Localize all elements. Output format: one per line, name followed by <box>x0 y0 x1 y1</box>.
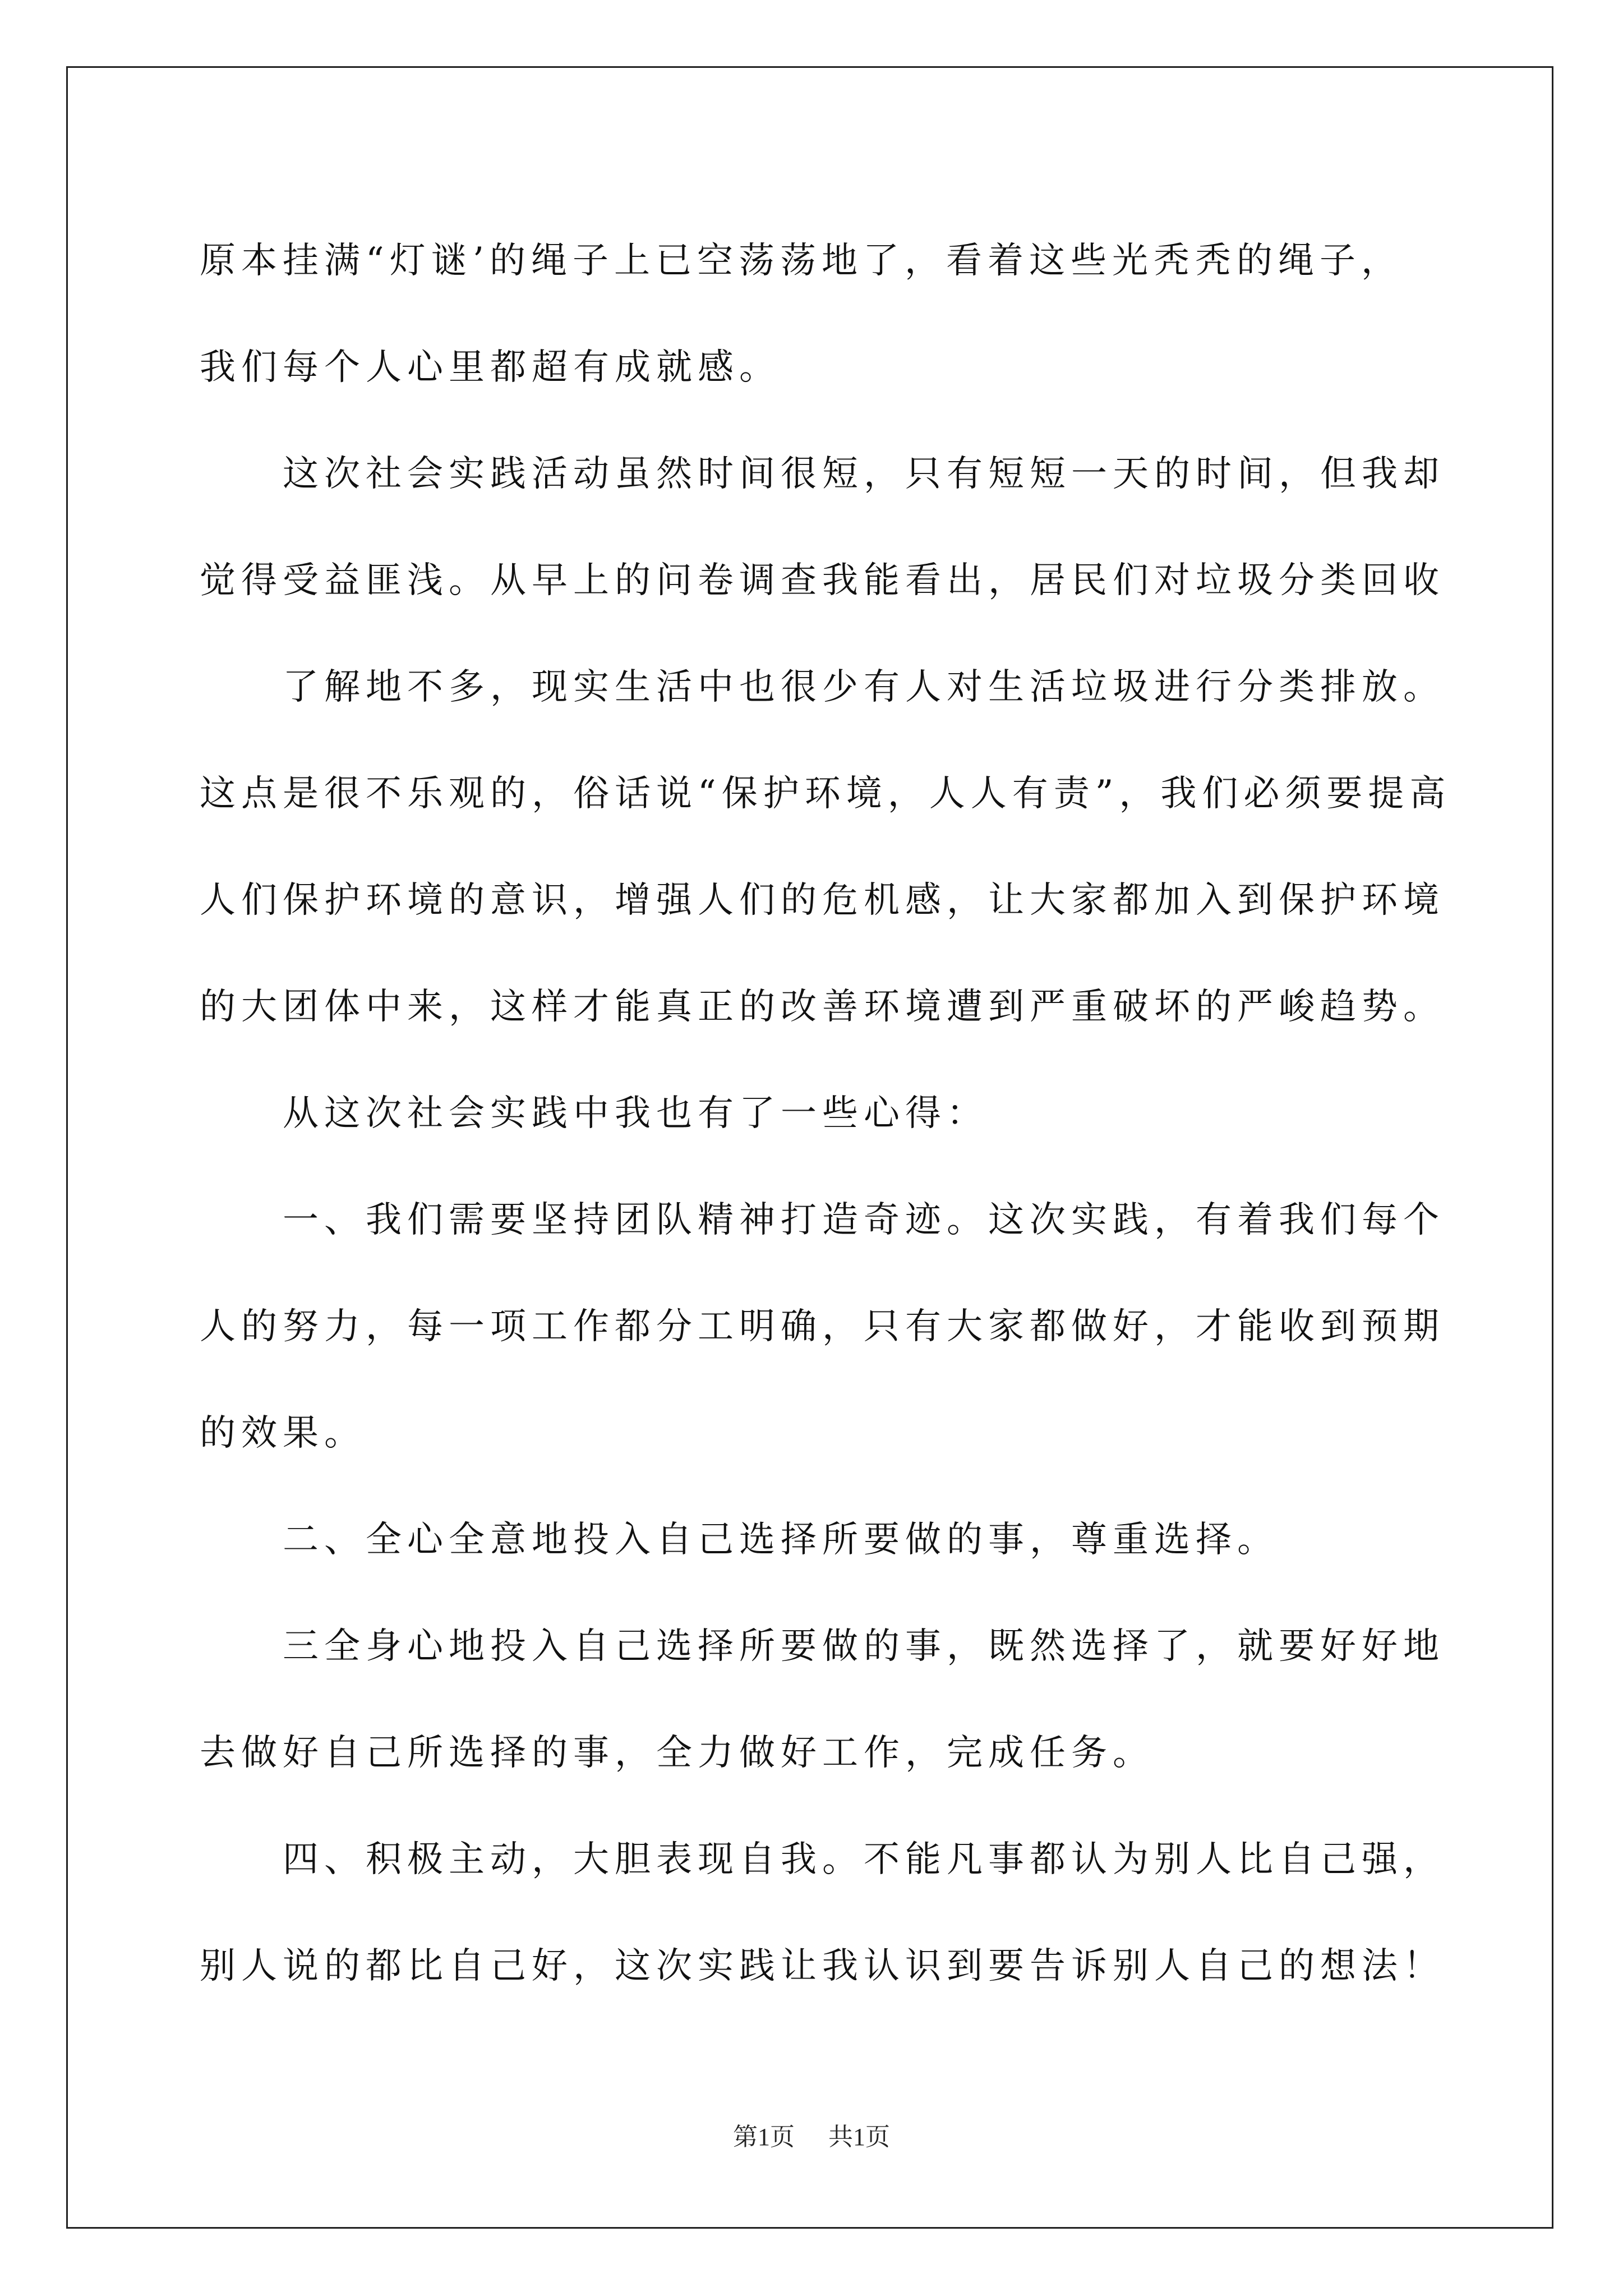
text-line: 这次社会实践活动虽然时间很短，只有短短一天的时间，但我却 <box>283 453 1445 495</box>
text-line: 别人说的都比自己好，这次实践让我认识到要告诉别人自己的想法！ <box>200 1945 1445 1987</box>
text-line: 的大团体中来，这样才能真正的改善环境遭到严重破坏的严峻趋势。 <box>200 986 1445 1028</box>
text-line: 这点是很不乐观的，俗话说“保护环境，人人有责”，我们必须要提高 <box>200 773 1451 815</box>
text-line: 觉得受益匪浅。从早上的问卷调查我能看出，居民们对垃圾分类回收 <box>200 560 1445 601</box>
text-line: 的效果。 <box>200 1412 366 1454</box>
text-line: 从这次社会实践中我也有了一些心得： <box>283 1093 988 1134</box>
text-line: 四、积极主动，大胆表现自我。不能凡事都认为别人比自己强， <box>283 1839 1445 1880</box>
page-footer <box>0 2120 1623 2154</box>
text-line: 三全身心地投入自己选择所要做的事，既然选择了，就要好好地 <box>283 1626 1445 1667</box>
text-line: 人们保护环境的意识，增强人们的危机感，让大家都加入到保护环境 <box>200 880 1445 921</box>
text-line: 原本挂满“灯谜’的绳子上已空荡荡地了，看着这些光秃秃的绳子， <box>200 240 1403 282</box>
text-line: 一、我们需要坚持团队精神打造奇迹。这次实践，有着我们每个 <box>283 1199 1445 1241</box>
text-line: 我们每个人心里都超有成就感。 <box>200 347 781 388</box>
text-line: 人的努力，每一项工作都分工明确，只有大家都做好，才能收到预期 <box>200 1306 1445 1347</box>
text-line: 了解地不多，现实生活中也很少有人对生活垃圾进行分类排放。 <box>283 666 1445 708</box>
page-number-current: 第1页 <box>733 2123 795 2151</box>
page-number-total: 共1页 <box>828 2123 890 2151</box>
text-line: 去做好自己所选择的事，全力做好工作，完成任务。 <box>200 1732 1154 1774</box>
text-line: 二、全心全意地投入自己选择所要做的事，尊重选择。 <box>283 1519 1279 1561</box>
document-body <box>200 208 1451 2019</box>
